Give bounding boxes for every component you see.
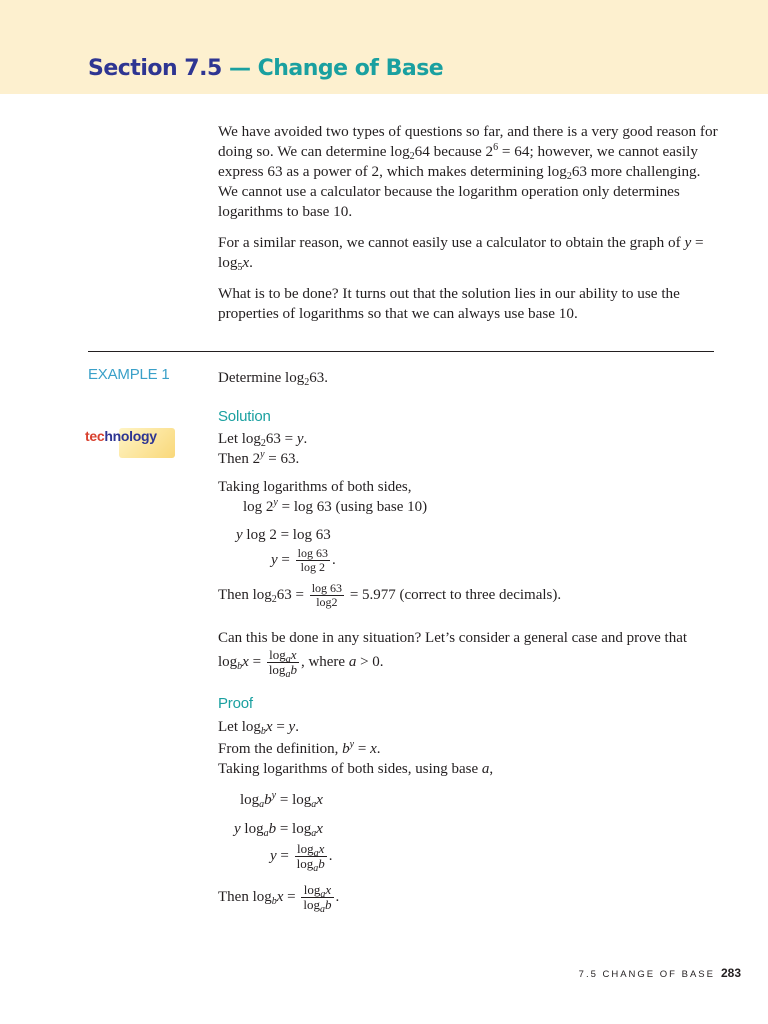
- intro-paragraph-3: What is to be done? It turns out that the solution lies in our ability to use the properties of logarithms so that we can always use base 10.: [218, 285, 680, 322]
- general-case-line-2: $\log_bx$ = $\frac{\log_ax}{\log_ab}$ , where a > 0.: [218, 647, 384, 680]
- fraction: $\frac{\log 63}{\log 2}$: [311, 581, 343, 609]
- proof-line-4: $\log_ab^y = \log_ax$: [240, 790, 323, 810]
- general-case-line-1: Can this be done in any situation? Let’s consider a general case and prove that: [218, 630, 688, 646]
- solution-heading: Solution: [218, 408, 271, 425]
- proof-line-6: y = $\frac{\log_ax}{\log_ab}$ .: [270, 841, 333, 874]
- intro-paragraph-2: For a similar reason, we cannot easily use a calculator to obtain the graph of $y = \log_5x$.: [218, 234, 704, 273]
- solution-line-2: Then $2^y = 63$.: [218, 449, 300, 467]
- proof-line-3: Taking logarithms of both sides, using base a,: [218, 761, 494, 777]
- solution-line-5: y log 2 = log 63: [236, 527, 331, 543]
- solution-line-3: Taking logarithms of both sides,: [218, 479, 412, 495]
- running-head: 7.5 CHANGE OF BASE: [578, 969, 715, 980]
- page-footer: [579, 964, 741, 982]
- proof-line-1: Let $\log_bx = y$.: [218, 719, 299, 737]
- fraction: $\frac{\log 63}{\log 2}$: [297, 546, 328, 574]
- solution-line-1: Let $\log_263 = y$.: [218, 431, 308, 449]
- intro-text: [218, 122, 718, 335]
- divider-rule: [88, 351, 714, 352]
- solution-line-6: y = $\frac{\log 63}{\log 2}$ .: [271, 546, 336, 574]
- fraction: $\frac{\log_ax}{\log_ab}$: [268, 647, 297, 680]
- proof-heading: Proof: [218, 695, 253, 712]
- section-number: Section 7.5: [88, 56, 222, 81]
- page-number: 283: [720, 966, 741, 980]
- technology-badge-text: technology: [85, 428, 157, 444]
- proof-line-7: Then $\log_bx$ = $\frac{\log_ax}{\log_ab}$ .: [218, 882, 340, 915]
- proof-line-5: y $\log_ab = \log_ax$: [234, 821, 323, 839]
- solution-line-7: Then $\log_263$ = $\frac{\log 63}{\log 2}$ = 5.977 (correct to three decimals).: [218, 581, 562, 609]
- proof-line-2: From the definition, $b^y = x$.: [218, 739, 381, 757]
- example-prompt: Determine $\log_263$.: [218, 370, 328, 388]
- technology-badge: [85, 425, 175, 458]
- section-name: — Change of Base: [221, 56, 444, 81]
- intro-paragraph-1: We have avoided two types of questions so far, and there is a very good reason for doing so. We can determine $\log_264$ because $2^6 = 64$; however, we cannot easily express 63 as a power of 2, which makes determining $\log_263$ more challenging. We cannot use a calculator because the logarithm operation only determines logarithms to base 10.: [218, 123, 718, 220]
- solution-line-4: $\log 2^y = \log 63$ (using base 10): [243, 497, 428, 515]
- fraction: $\frac{\log_ax}{\log_ab}$: [296, 841, 325, 874]
- fraction: $\frac{\log_ax}{\log_ab}$: [303, 882, 332, 915]
- section-title: [88, 56, 443, 81]
- example-label: EXAMPLE 1: [88, 366, 170, 383]
